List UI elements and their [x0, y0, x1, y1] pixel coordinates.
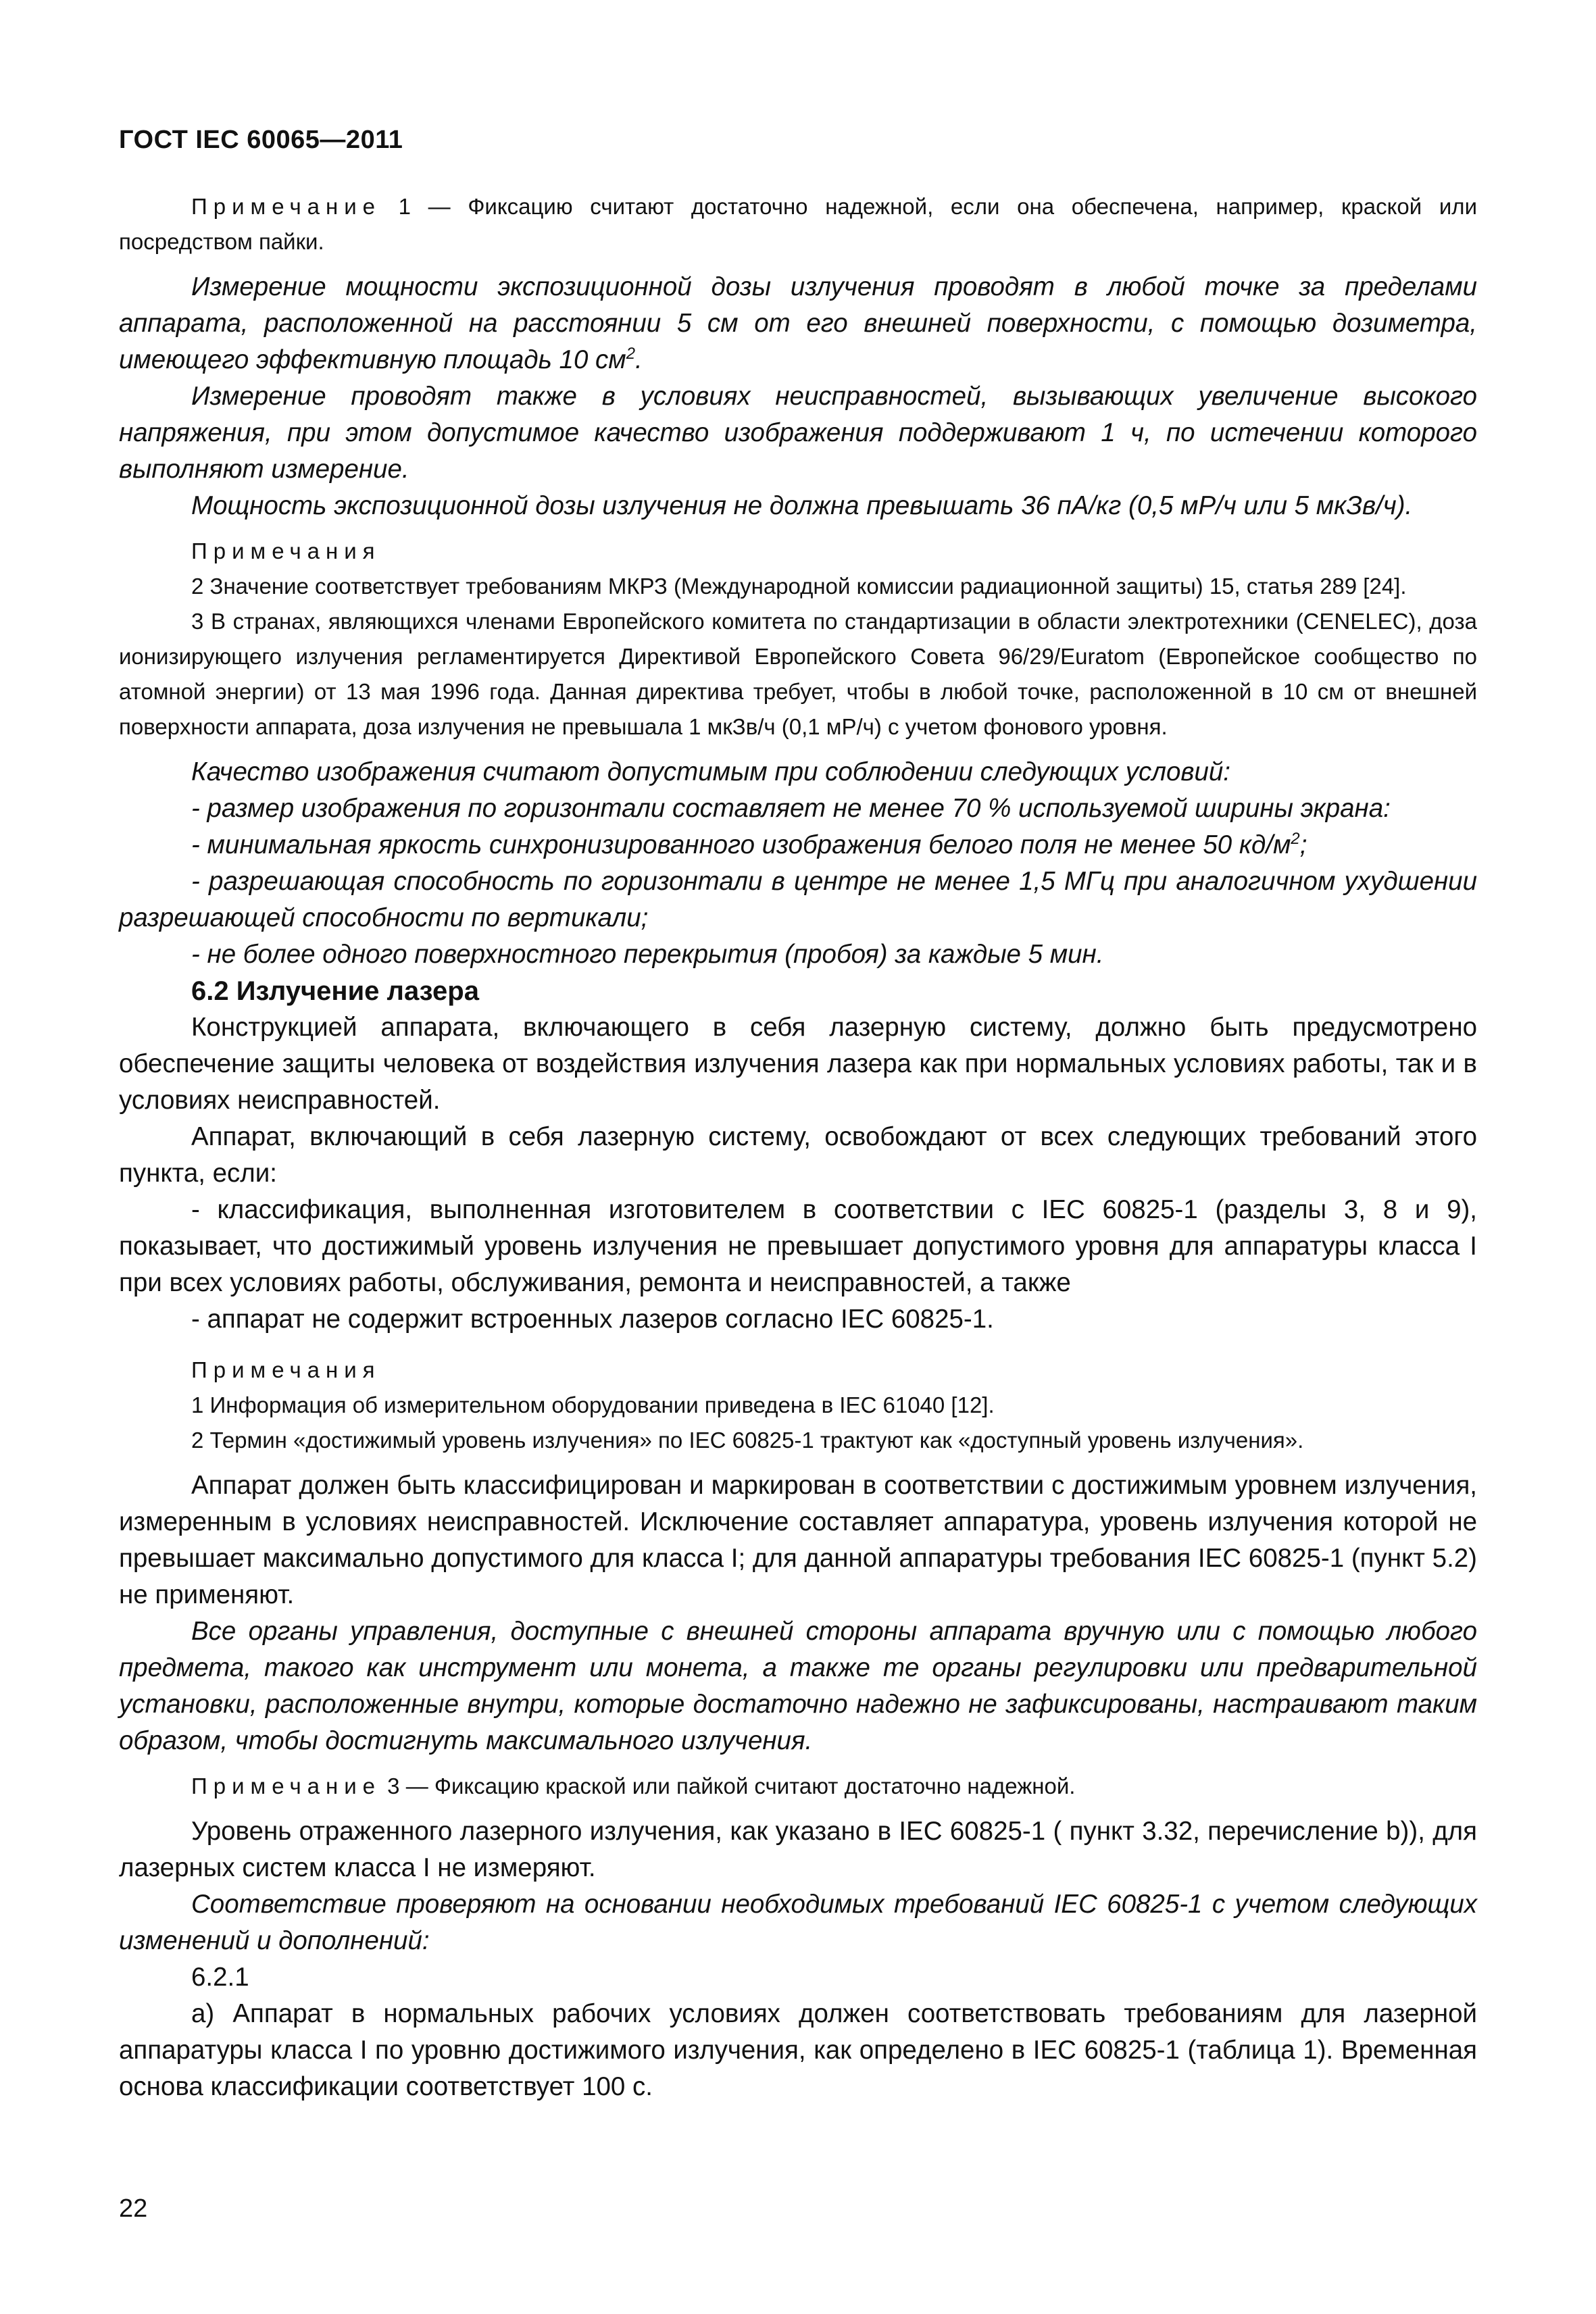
- paragraph-dose-measurement-end: .: [634, 345, 643, 374]
- note-3-label: Примечание: [191, 1774, 382, 1799]
- note-b-1: 1 Информация об измерительном оборудовании приведена в IEC 61040 [12].: [191, 1392, 995, 1417]
- list-item-no-lasers: - аппарат не содержит встроенных лазеров согласно IEC 60825-1.: [191, 1305, 994, 1334]
- note-a-3: 3 В странах, являющихся членами Европейского комитета по стандартизации в области электротехники (CENELEC), доза ионизирующего излучения регламентируется Директивой Европейского Совета 96/29/Euratom (Европейское сообщество по атомной энергии) от 13 мая 1996 года. Данная директива требует, чтобы в любой точке, расположенной в 10 см от внешней поверхности аппарата, доза излучения не превышала 1 мкЗв/ч (0,1 мР/ч) с учетом фонового уровня.: [119, 609, 1477, 739]
- list-item-breakdown: - не более одного поверхностного перекрытия (пробоя) за каждые 5 мин.: [191, 940, 1104, 969]
- document-header: ГОСТ IEC 60065—2011: [119, 126, 403, 154]
- clause-number-6-2-1: 6.2.1: [191, 1963, 249, 1992]
- note-3: [119, 1769, 1477, 1804]
- note-1-text: 1 — Фиксацию считают достаточно надежной, если она обеспечена, например, краской или посредством пайки.: [119, 194, 1477, 254]
- paragraph-dose-measurement-text: Измерение мощности экспозиционной дозы излучения проводят в любой точке за пределами аппарата, расположенной на расстоянии 5 см от его внешней поверхности, с помощью дозиметра, имеющего эффективную площадь 10 см: [119, 272, 1477, 374]
- notes-b-heading-text: Примечания: [191, 1357, 381, 1382]
- list-item-brightness-end: ;: [1299, 830, 1307, 859]
- note-1: [119, 189, 1477, 259]
- list-item-brightness: [119, 827, 1477, 863]
- page-body: [119, 101, 1477, 2105]
- paragraph-laser-exemption: Аппарат, включающий в себя лазерную систему, освобождают от всех следующих требований этого пункта, если:: [119, 1122, 1477, 1188]
- list-item-brightness-text: - минимальная яркость синхронизированного изображения белого поля не менее 50 кд/м: [191, 830, 1291, 859]
- note-1-label: Примечание: [191, 194, 382, 219]
- paragraph-reflected-radiation: Уровень отраженного лазерного излучения, как указано в IEC 60825-1 ( пункт 3.32, перечисление b)), для лазерных систем класса I не измеряют.: [119, 1817, 1477, 1882]
- paragraph-controls-adjustment: Все органы управления, доступные с внешней стороны аппарата вручную или с помощью любого предмета, такого как инструмент или монета, а также те органы регулировки или предварительной установки, расположенные внутри, которые достаточно надежно не зафиксированы, настраивают таким образом, чтобы достигнуть максимального излучения.: [119, 1617, 1477, 1755]
- note-b-2: 2 Термин «достижимый уровень излучения» по IEC 60825-1 трактуют как «доступный уровень излучения».: [191, 1428, 1304, 1453]
- superscript: 2: [1291, 830, 1300, 849]
- note-3-text: 3 — Фиксацию краской или пайкой считают достаточно надежной.: [381, 1774, 1076, 1799]
- paragraph-dose-measurement: [119, 269, 1477, 378]
- notes-a-heading: [119, 534, 1477, 569]
- page-number: 22: [119, 2194, 148, 2223]
- list-item-resolution: - разрешающая способность по горизонтали в центре не менее 1,5 МГц при аналогичном ухудшении разрешающей способности по вертикали;: [119, 867, 1477, 932]
- list-item-horizontal-size: - размер изображения по горизонтали составляет не менее 70 % используемой ширины экрана:: [191, 794, 1391, 823]
- paragraph-fault-measurement: Измерение проводят также в условиях неисправностей, вызывающих увеличение высокого напряжения, при этом допустимое качество изображения поддерживают 1 ч, по истечении которого выполняют измерение.: [119, 382, 1477, 484]
- paragraph-laser-protection: Конструкцией аппарата, включающего в себя лазерную систему, должно быть предусмотрено обеспечение защиты человека от воздействия излучения лазера как при нормальных условиях работы, так и в условиях неисправностей.: [119, 1013, 1477, 1115]
- paragraph-laser-classification: Аппарат должен быть классифицирован и маркирован в соответствии с достижимым уровнем излучения, измеренным в условиях неисправностей. Исключение составляет аппаратура, уровень излучения которой не превышает максимально допустимого для класса I; для данной аппаратуры требования IEC 60825-1 (пункт 5.2) не применяют.: [119, 1471, 1477, 1609]
- list-item-classification: - классификация, выполненная изготовителем в соответствии с IEC 60825-1 (разделы 3, 8 и 9), показывает, что достижимый уровень излучения не превышает допустимого уровня для аппаратуры класса I при всех условиях работы, обслуживания, ремонта и неисправностей, а также: [119, 1195, 1477, 1297]
- superscript: 2: [626, 345, 635, 363]
- paragraph-image-quality: Качество изображения считают допустимым при соблюдении следующих условий:: [191, 757, 1230, 786]
- note-a-2: 2 Значение соответствует требованиям МКРЗ (Международной комиссии радиационной защиты) 15, статья 289 [24].: [191, 574, 1407, 599]
- notes-a-heading-text: Примечания: [191, 538, 381, 563]
- notes-b-heading: [119, 1353, 1477, 1388]
- paragraph-class-i-requirement: a) Аппарат в нормальных рабочих условиях должен соответствовать требованиям для лазерной аппаратуры класса I по уровню достижимого излучения, как определено в IEC 60825-1 (таблица 1). Временная основа классификации соответствует 100 с.: [119, 1999, 1477, 2101]
- paragraph-dose-limit: Мощность экспозиционной дозы излучения не должна превышать 36 пА/кг (0,5 мР/ч или 5 мкЗв/ч).: [191, 491, 1413, 520]
- section-heading-6-2: 6.2 Излучение лазера: [191, 976, 479, 1006]
- paragraph-compliance-check: Соответствие проверяют на основании необходимых требований IEC 60825-1 с учетом следующих изменений и дополнений:: [119, 1890, 1477, 1955]
